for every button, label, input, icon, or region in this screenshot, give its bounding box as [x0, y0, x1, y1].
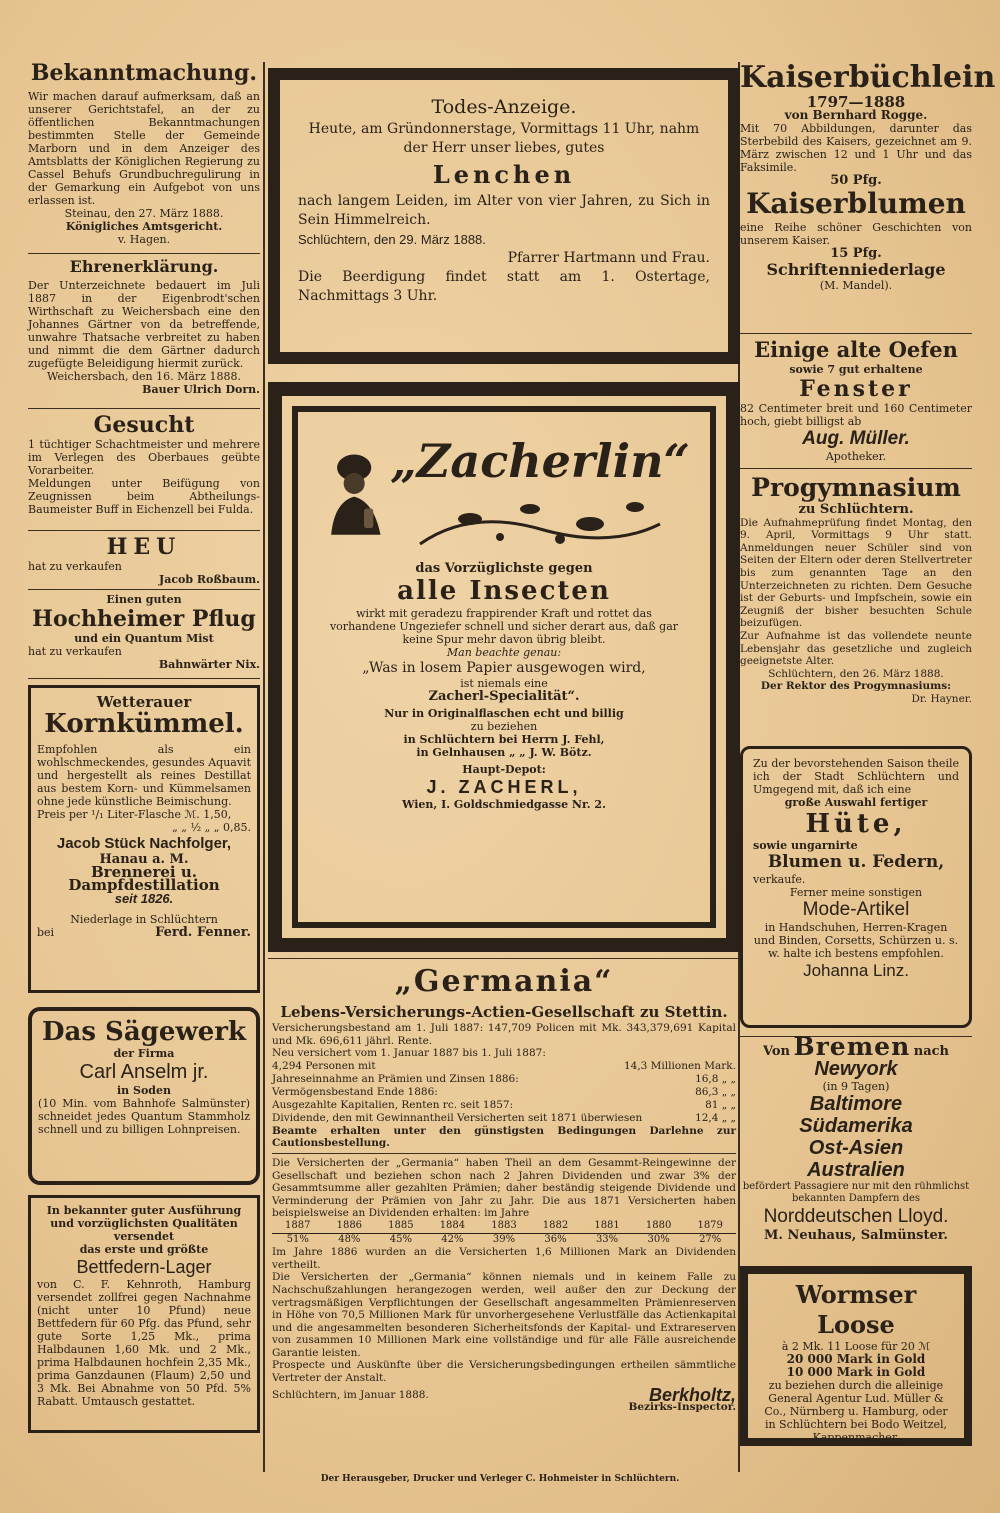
- dividend-cell: 36%: [544, 1233, 567, 1245]
- ad-bremen: [740, 1032, 972, 1258]
- ad-title: „Germania“: [394, 964, 614, 999]
- ad-price: Preis per ¹/₁ Liter-Flasche ℳ. 1,50,: [37, 808, 232, 821]
- ad-body: 82 Centimeter breit und 160 Centimeter hoch, giebt billigst ab: [740, 402, 972, 428]
- ad-body: Ferner meine sonstigen: [789, 886, 923, 899]
- ad-line: Versicherungsbestand am 1. Juli 1887: 147,709 Policen mit Mk. 343,379,691 Kapital und Mk. 696,611 jährl. Rente.: [272, 1022, 736, 1047]
- ad-body: Empfohlen als ein wohlschmeckendes, gesundes Aquavit und hergestellt als reines Destillat aus bestem Korn- und Kümmelsamen ohne jede künstliche Beimischung.: [37, 743, 251, 808]
- destination: Ost-Asien: [808, 1137, 904, 1159]
- ad-title: Progymnasium: [751, 473, 961, 502]
- ad-subtitle: und ein Quantum Mist: [74, 632, 214, 645]
- ad-title: Hüte,: [805, 809, 907, 839]
- dividend-cell: 1887: [272, 1220, 324, 1233]
- dividend-cell: 51%: [286, 1233, 309, 1245]
- ad-signature: Jacob Roßbaum.: [158, 573, 260, 586]
- ad-subtitle: das Vorzüglichste gegen: [415, 561, 593, 576]
- ad-signature: v. Hagen.: [117, 233, 171, 246]
- ad-body: befördert Passagiere nur mit den rühmlichst bekannten Dampfern des: [742, 1181, 970, 1204]
- ad-body: verkaufe.: [753, 873, 806, 886]
- ad-name: Dr. Hayner.: [911, 692, 972, 705]
- ad-bei: bei: [37, 926, 55, 939]
- ad-subtitle: sowie 7 gut erhaltene: [789, 363, 923, 376]
- ad-agent: M. Neuhaus, Salmünster.: [764, 1228, 948, 1243]
- ad-bold: große Auswahl fertiger: [784, 796, 928, 809]
- deceased-name: Lenchen: [432, 160, 576, 189]
- dividend-cell: 27%: [699, 1233, 722, 1245]
- stat-label: 4,294 Personen mit: [272, 1059, 376, 1072]
- brand-logo: „Zacherlin“: [390, 433, 690, 488]
- ad-line: Beamte erhalten unter den günstigsten Bedingungen Darlehne zur Cautionsbestellung.: [272, 1124, 736, 1150]
- ad-body: nach langem Leiden, im Alter von vier Jahren, zu Sich in Sein Himmelreich.: [298, 193, 710, 228]
- ad-sign-row: [272, 1384, 736, 1405]
- ad-line: Brennerei u. Dampfdestillation: [68, 863, 220, 894]
- ad-body: Heute, am Gründonnerstage, Vormittags 11 Uhr, nahm der Herr unser liebes, gutes: [308, 121, 700, 156]
- dividend-row: [272, 1233, 736, 1246]
- destination: Newyork: [814, 1058, 898, 1080]
- stat-row: [272, 1112, 736, 1125]
- ad-title: Fenster: [799, 376, 913, 402]
- ad-title: Ehrenerklärung.: [69, 257, 219, 276]
- ad-title: Bekanntmachung.: [30, 60, 258, 86]
- ad-progymnasium: [740, 472, 972, 742]
- zacherlin-header: [318, 422, 690, 562]
- divider: [740, 468, 972, 469]
- ad-depot: Haupt-Depot:: [462, 763, 546, 776]
- column-middle: [268, 60, 740, 1462]
- stat-row: [272, 1060, 736, 1073]
- dividend-cell: 39%: [492, 1233, 516, 1245]
- ad-prize: 10 000 Mark in Gold: [786, 1365, 926, 1379]
- ad-body: Zur Aufnahme ist das vollendete neunte Lebensjahr das gesetzliche und zugleich geeignetste Alter.: [740, 629, 972, 668]
- dividend-cell: 1882: [530, 1220, 582, 1233]
- divider: [28, 589, 260, 590]
- ad-body: Mit 70 Abbildungen, darunter das Sterbebild des Kaisers, gezeichnet am 9. März zwischen 12 und 1 Uhr und das Faksimile.: [740, 122, 972, 174]
- dividend-cell: 1883: [478, 1220, 530, 1233]
- stats-list: [272, 1060, 736, 1125]
- ad-signature: Berkholtz,: [648, 1384, 736, 1405]
- ad-body: Der Unterzeichnete bedauert im Juli 1887 in der Eigenbrodt'schen Wirthschaft zu Weichersbach eine den Johannes Gärtner von da betreffende, unwahre Thatsache verbreitet zu haben und nimmt die dem Gärtner dadurch zugefügte Beleidigung hiermit zurück.: [28, 279, 260, 370]
- ad-date: Weichersbach, den 16. März 1888.: [47, 370, 241, 383]
- ad-address: Wien, I. Goldschmiedgasse Nr. 2.: [402, 798, 606, 811]
- ad-kornkuemmel: [28, 685, 260, 993]
- ad-title: Kaiserblumen: [746, 187, 966, 220]
- ad-heu: [28, 534, 260, 586]
- ad-date: Steinau, den 27. März 1888.: [64, 207, 224, 220]
- ad-date: Schlüchtern, den 26. März 1888.: [768, 667, 944, 680]
- ad-title: Einige alte Oefen: [754, 337, 958, 362]
- dividend-cell: 33%: [595, 1233, 619, 1245]
- ad-years: 1797—1888: [806, 93, 906, 111]
- ad-title: Kornkümmel.: [44, 709, 244, 739]
- ad-body: Wir machen darauf aufmerksam, daß an unserer Gerichtstafel, an der zu öffentlichen Bekanntmachungen bestimmten Stelle der Gemeinde Marborn und in dem Anzeiger des Amtsblatts der Königlichen Regierung zu Cassel Behufs Grundbuchregulirung in der Gemarkung ein Aufgebot von uns erlassen ist.: [28, 90, 260, 207]
- ad-line: Neu versichert vom 1. Januar 1887 bis 1. Juli 1887:: [272, 1047, 546, 1060]
- divider: [268, 958, 740, 959]
- ad-zacherlin: [268, 382, 740, 952]
- ad-title: Kaiserbüchlein: [740, 60, 996, 95]
- ad-intro: In bekannter guter Ausführung und vorzüglichsten Qualitäten versendet: [46, 1204, 242, 1243]
- ad-date: Schlüchtern, im Januar 1888.: [272, 1388, 429, 1401]
- stat-value: 12,4 „ „: [695, 1111, 736, 1124]
- divider: [28, 408, 260, 409]
- ad-specialty: Zacherl-Specialität“.: [428, 689, 580, 704]
- ad-kaiserbuechlein: [740, 60, 996, 330]
- ad-warning: „Was in losem Papier ausgewogen wird,: [362, 660, 646, 676]
- divider: [740, 333, 972, 334]
- ad-body: zu beziehen durch die alleinige General Agentur Lud. Müller & Co., Nürnberg u. Hamburg, oder in Schlüchtern bei Bodo Weitzel, Kappenmacher.: [764, 1379, 948, 1444]
- divider: [28, 678, 260, 679]
- ad-todesanzeige: [268, 68, 740, 364]
- ad-body: Die Beerdigung findet statt am 1. Ostertage, Nachmittags 3 Uhr.: [298, 269, 710, 304]
- ad-header: [740, 1032, 972, 1061]
- ad-title: alle Insecten: [397, 576, 611, 606]
- column-right: [740, 60, 996, 1446]
- ad-role: Bezirks-Inspector.: [628, 1401, 736, 1414]
- ad-kicker: der Firma: [113, 1047, 175, 1060]
- ad-price: 50 Pfg.: [830, 173, 882, 188]
- ad-body: Die Versicherten der „Germania“ haben Theil an dem Gesammt-Reingewinne der Gesellschaft und beziehen schon nach 2 Jahren Dividenden und zwar 3% der Gesammtsumme aller gezahlten Prämien; daher beständig steigende Dividende und Verminderung der Prämien von Jahr zu Jahr. Die aus 1871 Versicherten haben beispielsweise an Dividenden erhalten: im Jahre: [272, 1156, 736, 1220]
- ad-city: in Soden: [117, 1084, 171, 1097]
- stat-label: Jahreseinnahme an Prämien und Zinsen 1886:: [272, 1072, 519, 1085]
- stat-value: 14,3 Millionen Mark.: [623, 1059, 736, 1072]
- ad-bekanntmachung: [28, 60, 260, 250]
- dividend-cell: 1886: [324, 1220, 376, 1233]
- stat-value: 16,8 „ „: [695, 1072, 736, 1085]
- ad-title: HEU: [106, 534, 182, 560]
- ad-city: Bremen: [793, 1032, 911, 1061]
- ad-body: eine Reihe schöner Geschichten von unserem Kaiser.: [740, 221, 972, 247]
- dividend-row: [272, 1220, 736, 1233]
- dividend-cell: 1885: [375, 1220, 427, 1233]
- ad-firm: Norddeutschen Lloyd.: [763, 1206, 949, 1227]
- ad-shop-name: (M. Mandel).: [819, 279, 893, 292]
- ad-body: Zu der bevorstehenden Saison theile ich der Stadt Schlüchtern und Umgegend mit, daß ich eine: [753, 757, 959, 796]
- ad-title: Todes-Anzeige.: [431, 96, 577, 118]
- ad-title: Gesucht: [93, 412, 195, 438]
- stat-label: Vermögensbestand Ende 1886:: [272, 1085, 438, 1098]
- ad-saegewerk: [28, 1007, 260, 1185]
- ad-shop: Schriftenniederlage: [766, 260, 946, 279]
- ad-body: Meldungen unter Beifügung von Zeugnissen beim Abtheilungs-Baumeister Buff in Eichenzell bei Fulda.: [28, 477, 260, 516]
- ad-signature: Bauer Ulrich Dorn.: [142, 383, 260, 396]
- ad-firm: J. ZACHERL,: [426, 777, 582, 797]
- ad-author: von Bernhard Rogge.: [784, 108, 928, 122]
- ad-signature: Johanna Linz.: [803, 961, 909, 980]
- ad-signature: Der Rektor des Progymnasiums:: [760, 680, 952, 693]
- ad-body: Prospecte und Auskünfte über die Versicherungsbedingungen ertheilen sämmtliche Vertreter der Anstalt.: [272, 1359, 736, 1385]
- ad-authority: Königliches Amtsgericht.: [65, 220, 223, 233]
- divider: [28, 253, 260, 254]
- stat-label: Ausgezahlte Kapitalien, Renten rc. seit 1857:: [272, 1098, 514, 1111]
- ad-title: Das Sägewerk: [41, 1017, 247, 1047]
- ad-signature: Aug. Müller.: [802, 428, 910, 449]
- ad-body: (10 Min. vom Bahnhofe Salmünster) schneidet jedes Quantum Stammholz schnell und zu billigen Lohnpreisen.: [38, 1097, 250, 1136]
- ad-price: „ „ ½ „ „ 0,85.: [172, 821, 251, 834]
- stat-value: 81 „ „: [705, 1098, 736, 1111]
- ad-subtitle: sowie ungarnirte: [753, 839, 858, 852]
- ad-oefen: [740, 337, 972, 465]
- destination: Baltimore: [809, 1093, 903, 1115]
- ad-body: hat zu verkaufen: [28, 645, 122, 658]
- ad-body: Die Versicherten der „Germania“ können niemals und in keinem Falle zu Nachschußzahlungen herangezogen werden, weil außer den zur Deckung der vertragsmäßigen Verpflichtungen der Gesellschaft angesammelten Prämienreserven in Höhe von 70,5 Millionen Mark für unvorhergesehene Verlustfälle das Actienkapital und die angesammelten besonderen Sicherheitsfonds der Kapital- und Extrareserven von zusammen 10 Millionen Mark eine vollständige und für alle Fälle ausreichende Garantie leisten.: [272, 1271, 736, 1359]
- dividend-cell: 1884: [427, 1220, 479, 1233]
- ad-only: Nur in Originalflaschen echt und billig: [384, 707, 624, 720]
- stat-row: [272, 1086, 736, 1099]
- ad-prize: 20 000 Mark in Gold: [786, 1352, 926, 1366]
- ad-title: Bettfedern-Lager: [76, 1257, 212, 1277]
- stat-row: [272, 1073, 736, 1086]
- ad-body: wirkt mit geradezu frappirender Kraft und rottet das vorhandene Ungeziefer schnell und sicher derart aus, daß gar keine Spur mehr davon übrig bleibt.: [329, 607, 679, 646]
- ad-kicker: Wetterauer: [96, 693, 192, 711]
- ad-dealer: in Schlüchtern bei Herrn J. Fehl,: [403, 733, 605, 746]
- imprint-footer: Der Herausgeber, Drucker und Verleger C. Hohmeister in Schlüchtern.: [320, 1474, 680, 1484]
- ad-depot: Niederlage in Schlüchtern: [70, 913, 218, 926]
- ad-title: Hochheimer Pflug: [32, 606, 256, 632]
- ad-role: Apotheker.: [825, 450, 887, 463]
- ad-gesucht: [28, 412, 260, 527]
- ad-dealer-row: [37, 926, 251, 939]
- ad-firm: Jacob Stück Nachfolger,: [56, 835, 232, 852]
- exterminator-illustration: [318, 427, 390, 557]
- ad-title: Mode-Artikel: [802, 899, 910, 920]
- ad-body: von C. F. Kehnroth, Hamburg versendet zollfrei gegen Nachnahme (nicht unter 10 Pfund) neue Bettfedern für 60 Pfg. das Pfund, sehr gute Sorte 1,25 Mk., prima Halbdaunen 1,60 Mk. und 2 Mk., prima Halbdaunen hochfein 2,35 Mk., prima Ganzdaunen (Flaum) 2,50 und 3 Mk. Bei Abnahme von 50 Pfd. 5% Rabatt. Umtausch gestattet.: [37, 1278, 251, 1408]
- ad-body: hat zu verkaufen: [28, 560, 122, 573]
- ad-wormser-loose: [740, 1266, 972, 1446]
- ad-pflug: [28, 593, 260, 675]
- column-rule: [263, 62, 265, 1472]
- stat-value: 86,3 „ „: [695, 1085, 736, 1098]
- ad-days: (in 9 Tagen): [822, 1080, 890, 1093]
- stat-label: Dividende, den mit Gewinnantheil Versicherten seit 1871 überwiesen: [272, 1111, 643, 1124]
- dividend-cell: 45%: [389, 1233, 412, 1245]
- stat-row: [272, 1099, 736, 1112]
- ad-dealer: in Gelnhausen „ „ J. W. Bötz.: [416, 746, 592, 759]
- ad-body: Im Jahre 1886 wurden an die Versicherten 1,6 Millionen Mark an Dividenden vertheilt.: [272, 1246, 736, 1271]
- destination: Australien: [807, 1159, 905, 1181]
- dividend-cell: 1881: [581, 1220, 633, 1233]
- ad-dealer: Ferd. Fenner.: [155, 925, 251, 940]
- ad-line: seit 1826.: [114, 891, 174, 906]
- ad-title: Blumen u. Federn,: [767, 852, 945, 872]
- ad-huete: [740, 746, 972, 1028]
- ad-body: in Handschuhen, Herren-Kragen und Binden, Corsetts, Schürzen u. s. w. halte ich bestens empfohlen.: [753, 921, 959, 960]
- ad-body: 1 tüchtiger Schachtmeister und mehrere im Verlegen des Oberbaues geübte Vorarbeiter.: [28, 438, 260, 477]
- ad-price: 15 Pfg.: [830, 246, 882, 261]
- dividend-cell: 42%: [441, 1233, 464, 1245]
- ad-germania: [268, 962, 740, 1462]
- column-left: [28, 60, 260, 1433]
- dividend-cell: 48%: [338, 1233, 361, 1245]
- ad-subtitle: das erste und größte: [79, 1243, 209, 1256]
- ad-title: Wormser Loose: [795, 1280, 917, 1339]
- dividend-cell: 1880: [633, 1220, 685, 1233]
- ad-city: Hanau a. M.: [99, 852, 189, 867]
- ad-von: Von: [762, 1044, 790, 1059]
- dividend-cell: 30%: [647, 1233, 670, 1245]
- ad-price: à 2 Mk. 11 Loose für 20 ℳ: [781, 1340, 931, 1353]
- ad-subtitle: zu Schlüchtern.: [798, 502, 914, 517]
- dividend-table: [272, 1220, 736, 1246]
- ad-line: zu beziehen: [470, 720, 538, 733]
- divider: [28, 530, 260, 531]
- ad-nach: nach: [913, 1044, 949, 1059]
- dividend-cell: 1879: [684, 1220, 736, 1233]
- ad-date: Schlüchtern, den 29. März 1888.: [298, 232, 486, 247]
- ad-bettfedern: [28, 1195, 260, 1433]
- ad-signature: Bahnwärter Nix.: [158, 658, 260, 671]
- ad-subtitle: Lebens-Versicherungs-Actien-Gesellschaft zu Stettin.: [280, 1003, 728, 1021]
- divider: [272, 1153, 736, 1154]
- insects-illustration: [410, 489, 670, 549]
- ad-firm: Carl Anselm jr.: [79, 1061, 209, 1083]
- zacherlin-inner-frame: [292, 406, 716, 928]
- ad-signature: Pfarrer Hartmann und Frau.: [507, 250, 710, 266]
- ad-body: Die Aufnahmeprüfung findet Montag, den 9. April, Vormittags 9 Uhr statt. Anmeldungen neuer Schüler sind von Seiten der Eltern oder deren Stellvertreter bis zum genannten Tage an den Unterzeichneten zu richten. Dem Gesuche ist der Geburts- und Impfschein, sowie ein Zeugniß der bisher besuchten Schule beizufügen.: [740, 516, 972, 630]
- ad-warning: ist niemals eine: [460, 677, 548, 690]
- ad-intro: Einen guten: [106, 593, 182, 606]
- ad-note: Man beachte genau:: [446, 646, 562, 659]
- ad-ehrenerklaerung: [28, 257, 260, 405]
- destination: Südamerika: [799, 1115, 913, 1137]
